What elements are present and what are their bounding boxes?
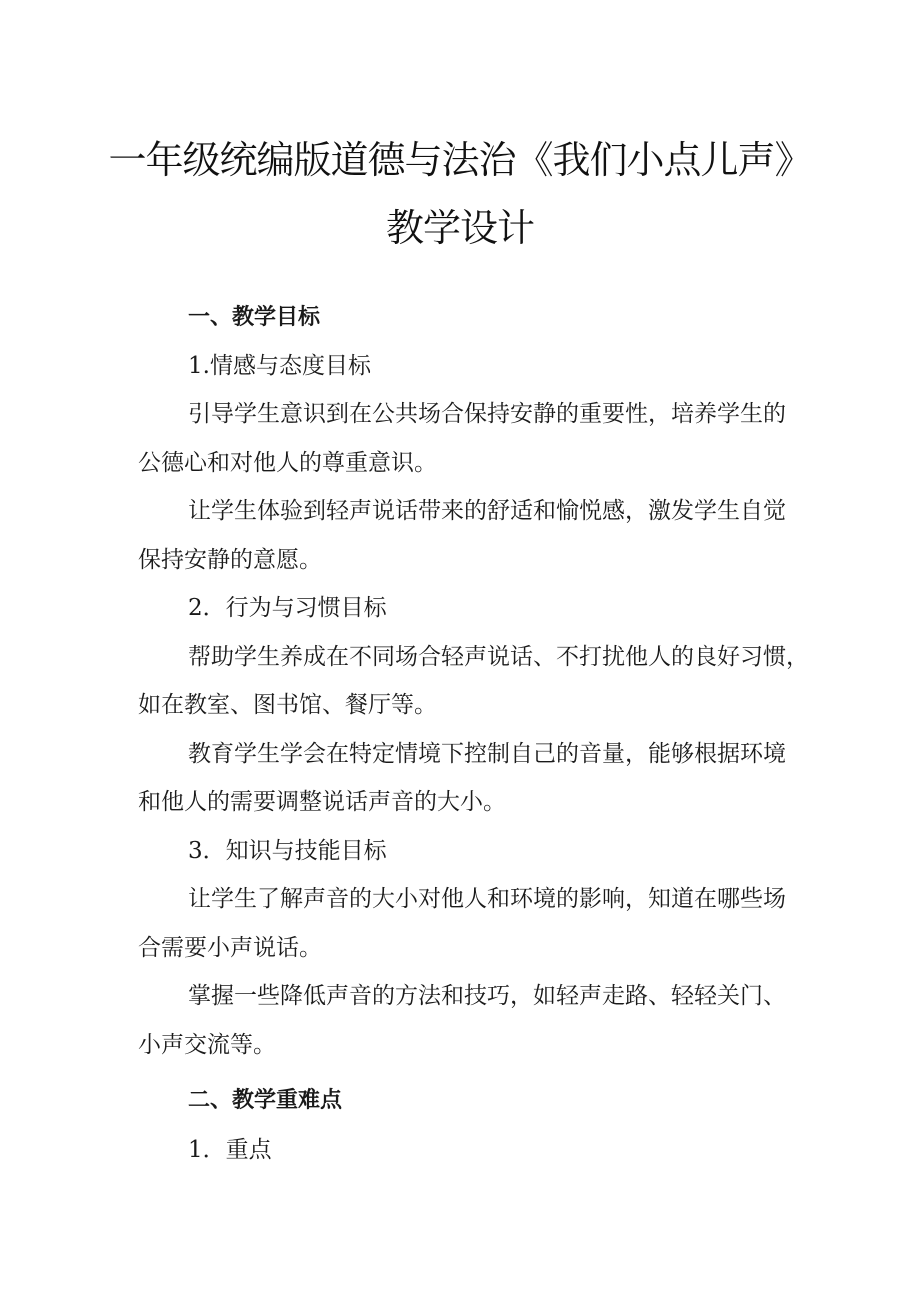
section-heading-teaching-goals: 一、教学目标 bbox=[188, 305, 321, 330]
paragraph-line: 引导学生意识到在公共场合保持安静的重要性，培养学生的 bbox=[188, 401, 786, 427]
document-title-line2: 教学设计 bbox=[385, 206, 534, 250]
paragraph-line: 合需要小声说话。 bbox=[138, 935, 322, 961]
subheading-knowledge-skills: 3．知识与技能目标 bbox=[188, 838, 387, 864]
subheading-emotion-attitude: 1.情感与态度目标 bbox=[188, 353, 371, 379]
section-heading-key-difficulties: 二、教学重难点 bbox=[188, 1088, 343, 1113]
paragraph-line: 让学生体验到轻声说话带来的舒适和愉悦感，激发学生自觉 bbox=[188, 498, 786, 524]
subheading-behavior-habits: 2．行为与习惯目标 bbox=[188, 595, 387, 621]
paragraph-line: 小声交流等。 bbox=[138, 1032, 276, 1058]
paragraph-line: 掌握一些降低声音的方法和技巧，如轻声走路、轻轻关门、 bbox=[188, 983, 786, 1009]
paragraph-line: 公德心和对他人的尊重意识。 bbox=[138, 450, 437, 476]
paragraph-line: 保持安静的意愿。 bbox=[138, 547, 322, 573]
subheading-key-points: 1．重点 bbox=[188, 1137, 272, 1163]
paragraph-line: 帮助学生养成在不同场合轻声说话、不打扰他人的良好习惯， bbox=[188, 644, 809, 670]
paragraph-line: 和他人的需要调整说话声音的大小。 bbox=[138, 789, 506, 815]
paragraph-line: 让学生了解声音的大小对他人和环境的影响，知道在哪些场 bbox=[188, 886, 786, 912]
document-title-line1: 一年级统编版道德与法治《我们小点儿声》 bbox=[108, 138, 812, 182]
paragraph-line: 教育学生学会在特定情境下控制自己的音量，能够根据环境 bbox=[188, 741, 786, 767]
paragraph-line: 如在教室、图书馆、餐厅等。 bbox=[138, 692, 437, 718]
